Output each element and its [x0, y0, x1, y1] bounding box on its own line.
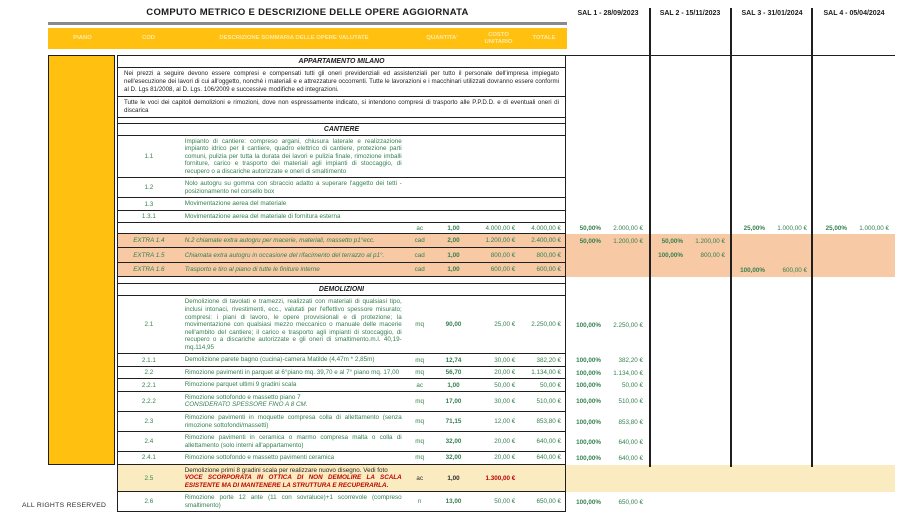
table-row	[117, 367, 895, 380]
unit-cost-cell[interactable]: 4.000,00 €	[485, 224, 516, 232]
quantity-cell[interactable]: 71,15	[445, 418, 462, 426]
quantity-cell[interactable]: 1,00	[447, 224, 460, 232]
table-row	[117, 97, 895, 118]
description-cell[interactable]: Movimentazione aerea del materiale	[184, 200, 287, 208]
sal1-cell[interactable]	[566, 419, 648, 426]
sal-percent: 100,00%	[576, 398, 601, 406]
unit-cost-cell[interactable]: 600,00 €	[490, 266, 516, 274]
row-content	[117, 452, 566, 465]
description-cell[interactable]: Rimozione parquet ultimi 9 gradini scala	[184, 381, 297, 389]
cod-cell[interactable]: 2.1.1	[141, 356, 156, 364]
unit-cell[interactable]: n	[417, 498, 422, 506]
note-text: Nei prezzi a seguire devono essere compresi e compensati tutti gli oneri previdenziali ed assistenziali per tutto il personale dell'impresa impiegato nell'esecuzione dei lavori di cui all'oggetto, nonché i materiali e e attrezzature occorrenti. Tutte le lavorazioni e i macchinari utilizzati dovranno essere conformi al D. Lgs 81/2008, al D. Lgs. 106/2009 e successive modifiche ed integrazioni.	[124, 70, 559, 93]
quantity-cell[interactable]: 12,74	[445, 356, 462, 364]
unit-cell[interactable]: mq	[415, 321, 425, 329]
unit-cost-cell[interactable]: 30,00 €	[494, 356, 516, 364]
sal2-sal3-divider	[730, 8, 732, 467]
description-cell[interactable]: N.2 chiamate extra autogru per macerie, materiali, massetto p1°ecc.	[184, 237, 375, 245]
row-content	[117, 234, 566, 248]
row-content	[117, 432, 566, 452]
row-content	[117, 354, 566, 367]
description-cell[interactable]: Rimozione pavimenti in ceramica o marmo compresa malta o colla di allettamento (solo interni all'appartamento)	[184, 434, 402, 449]
page-title: COMPUTO METRICO E DESCRIZIONE DELLE OPERE AGGIORNATA	[146, 7, 469, 18]
unit-cost-cell[interactable]: 1.200,00 €	[485, 237, 516, 245]
unit-cell[interactable]: cad	[414, 251, 425, 259]
cod-cell[interactable]: 1.1	[144, 152, 154, 160]
sal-amount: 650,00 €	[618, 498, 643, 506]
cod-cell[interactable]: 2.1	[144, 321, 154, 329]
sal1-cell[interactable]	[566, 370, 648, 377]
sal-amount: 2.250,00 €	[613, 321, 643, 329]
unit-cell[interactable]: cad	[414, 266, 425, 274]
table-row	[117, 198, 895, 211]
sal-amount: 640,00 €	[618, 438, 643, 446]
unit-cell[interactable]: mq	[415, 356, 425, 364]
row-content	[117, 367, 566, 380]
cod-cell[interactable]: 2.4.1	[141, 454, 156, 462]
row-content	[117, 178, 566, 198]
sal4-header: SAL 4 - 05/04/2024	[823, 10, 885, 17]
sal-amount: 600,00 €	[782, 266, 807, 274]
row-content	[117, 211, 566, 224]
col-header-cod: COD	[141, 35, 156, 42]
sal-amount: 800,00 €	[700, 252, 725, 260]
table-row	[117, 178, 895, 198]
quantity-cell[interactable]: 17,00	[445, 397, 462, 405]
works-table	[117, 55, 895, 512]
table-row	[117, 432, 895, 452]
row-content	[117, 392, 566, 412]
row-content	[117, 296, 566, 354]
cod-cell[interactable]: 2.2.2	[141, 397, 156, 405]
description-cell[interactable]: Movimentazione aerea del materiale di fornitura esterna	[184, 212, 341, 220]
section-title: DEMOLIZIONI	[318, 286, 365, 294]
table-row	[117, 392, 895, 412]
sal-percent: 100,00%	[576, 454, 601, 462]
table-row	[117, 284, 895, 296]
quantity-cell[interactable]: 1,00	[447, 474, 460, 482]
col-header-descrizione: DESCRIZIONE SOMMARIA DELLE OPERE VALUTATE	[219, 35, 369, 42]
sal-percent: 50,00%	[579, 225, 601, 233]
sal-percent: 25,00%	[825, 225, 847, 233]
col-header-piano: PIANO	[73, 35, 92, 42]
description-note: CONSIDERATO SPESSORE FINO A 8 CM.	[184, 401, 308, 409]
row-content	[117, 223, 566, 234]
description-cell[interactable]: Demolizione di tavolati e tramezzi, realizzati con materiali di qualsiasi tipo, inclusi intonaci, rivestimenti, ecc., valutati per l'effettivo spessore misurato; compresi: i piani di lavoro, le opere provvisionali e di protezione; la movimentazione con qualsiasi mezzo meccanico o manuale delle macerie nell'ambito del cantiere; il carico e trasporto agli impianti di stoccaggio, di recupero o a discariche autorizzate e gli oneri di smaltimento.m.l. 40,19-mq.114,95	[184, 298, 402, 351]
sal-amount: 1.134,00 €	[613, 369, 643, 377]
total-cell[interactable]: 50,00 €	[539, 381, 561, 389]
note-text: Tutte le voci dei capitoli demolizioni e rimozioni, dove non espressamente indicato, si intendono compresi di trasporto alle P.P.D.D. e di eventuali oneri di discarica	[124, 99, 559, 114]
cod-cell[interactable]: EXTRA 1.6	[133, 266, 165, 274]
table-row	[117, 56, 895, 68]
sal-amount: 1.200,00 €	[695, 237, 725, 245]
section-header-cell	[117, 124, 566, 136]
sal2-cell[interactable]	[648, 238, 730, 245]
table-row	[117, 277, 895, 284]
quantity-cell[interactable]: 1,00	[447, 251, 460, 259]
unit-cost-cell[interactable]: 50,00 €	[494, 498, 516, 506]
sal-amount: 2.000,00 €	[613, 225, 643, 233]
sal-amount: 1.000,00 €	[777, 225, 807, 233]
cod-cell[interactable]: 2.2	[144, 369, 154, 377]
table-row	[117, 234, 895, 248]
description-cell[interactable]: Nolo autogru su gomma con sbraccio adatto a superare l'aggetto dei tetti - posizionamento nel corsello box	[184, 180, 402, 195]
sal-percent: 25,00%	[743, 225, 765, 233]
sal1-cell[interactable]	[566, 439, 648, 446]
cod-cell[interactable]: EXTRA 1.4	[133, 237, 165, 245]
unit-cost-cell[interactable]: 1.300,00 €	[485, 474, 516, 482]
description-cell[interactable]: Rimozione sottofondo e massetto pavimenti ceramica	[184, 454, 335, 462]
sal1-cell[interactable]	[566, 455, 648, 462]
sal-amount: 853,80 €	[618, 418, 643, 426]
sal-amount: 510,00 €	[618, 398, 643, 406]
quantity-cell[interactable]: 32,00	[445, 454, 462, 462]
sal3-cell[interactable]	[730, 225, 812, 232]
cod-cell[interactable]: 2.2.1	[141, 381, 156, 389]
sal-amount: 50,00 €	[621, 382, 643, 390]
total-cell[interactable]: 4.000,00 €	[531, 224, 561, 232]
sal4-cell[interactable]	[812, 225, 894, 232]
table-row	[117, 223, 895, 234]
sal3-header: SAL 3 - 31/01/2024	[741, 10, 803, 17]
section-title: CANTIERE	[323, 125, 360, 133]
sal-percent: 100,00%	[576, 357, 601, 365]
row-content	[117, 68, 566, 97]
description-note: VOCE SCORPORATA IN OTTICA DI NON DEMOLIRE LA SCALA ESISTENTE MA DI MANTENERE LA STRUTTURA E RECUPERARLA.	[184, 474, 402, 489]
unit-cost-cell[interactable]: 20,00 €	[494, 438, 516, 446]
sal1-cell[interactable]	[566, 238, 648, 245]
description-cell[interactable]: Trasporto e tiro al piano di tutte le finiture interne	[184, 266, 320, 274]
col-header-costo-unitario: COSTO UNITARIO	[484, 31, 513, 45]
description-cell[interactable]: Rimozione pavimenti in parquet al 6°piano mq. 39,70 e al 7° piano mq. 17,00	[184, 368, 400, 376]
total-cell[interactable]: 800,00 €	[536, 251, 561, 259]
table-row	[117, 263, 895, 277]
unit-cell[interactable]: mq	[415, 454, 425, 462]
sal1-header: SAL 1 - 28/09/2023	[577, 10, 639, 17]
sal-amount: 1.200,00 €	[613, 237, 643, 245]
sal2-cell[interactable]	[648, 252, 730, 259]
total-cell[interactable]: 510,00 €	[536, 397, 561, 405]
table-row	[117, 248, 895, 263]
table-row	[117, 136, 895, 179]
total-cell[interactable]: 2.400,00 €	[531, 237, 561, 245]
description-cell[interactable]: Impianto di cantiere: compreso argani, chiusura laterale e realizzazione impianto idrico per il cantiere, quadro elettrico di cantiere, protezione parti comuni, pulizia per tutta la durata dei lavori e pulizia finale, rimozione imballi forniture, carico e trasporto dei materiali agli impianti di stoccaggio, di recupero o a discariche autorizzate e oneri di smaltimento	[184, 137, 402, 175]
row-content	[117, 412, 566, 432]
description-cell[interactable]: Rimozione sottofondo e massetto piano 7 CONSIDERATO SPESSORE FINO A 8 CM.	[180, 392, 407, 411]
sal-amount: 640,00 €	[618, 454, 643, 462]
row-content	[117, 465, 566, 493]
quantity-cell[interactable]: 32,00	[445, 438, 462, 446]
unit-cell[interactable]: mq	[415, 397, 425, 405]
unit-cell[interactable]: ac	[416, 474, 423, 482]
title-divider	[48, 22, 567, 25]
unit-cell[interactable]: ac	[416, 224, 423, 232]
total-cell[interactable]: 2.250,00 €	[531, 321, 561, 329]
quantity-cell[interactable]: 90,00	[445, 321, 462, 329]
table-row	[117, 379, 895, 392]
section-header-cell	[117, 284, 566, 296]
table-row	[117, 492, 895, 512]
sal-percent: 100,00%	[576, 438, 601, 446]
cod-cell[interactable]: 1.2	[144, 184, 154, 192]
sal-percent: 100,00%	[658, 252, 683, 260]
total-cell[interactable]: 1.134,00 €	[531, 369, 561, 377]
unit-cost-cell[interactable]: 12,00 €	[494, 418, 516, 426]
sal2-header: SAL 2 - 15/11/2023	[659, 10, 721, 17]
section-title: APPARTAMENTO MILANO	[298, 58, 385, 65]
cod-cell[interactable]: 1.3	[144, 200, 154, 208]
sal1-cell[interactable]	[566, 499, 648, 506]
row-content	[117, 248, 566, 263]
sal-values-area	[566, 492, 895, 512]
unit-cell[interactable]: mq	[415, 418, 425, 426]
sal-amount: 382,20 €	[618, 357, 643, 365]
table-row	[117, 124, 895, 136]
sal-percent: 100,00%	[576, 498, 601, 506]
cod-cell[interactable]: 2.4	[144, 438, 154, 446]
total-cell[interactable]: 382,20 €	[536, 356, 561, 364]
row-content	[117, 263, 566, 277]
row-content	[117, 379, 566, 392]
row-content	[117, 97, 566, 118]
sal-percent: 100,00%	[576, 321, 601, 329]
sal-percent: 100,00%	[576, 369, 601, 377]
total-cell[interactable]: 640,00 €	[536, 438, 561, 446]
table-row	[117, 465, 895, 493]
total-cell[interactable]: 600,00 €	[536, 266, 561, 274]
unit-cell[interactable]: mq	[415, 438, 425, 446]
sal3-cell[interactable]	[730, 267, 812, 274]
piano-column-block[interactable]	[48, 55, 115, 465]
unit-cost-cell[interactable]: 20,00 €	[494, 454, 516, 462]
cod-cell[interactable]: 2.3	[144, 418, 154, 426]
sal-percent: 100,00%	[576, 382, 601, 390]
quantity-cell[interactable]: 56,70	[445, 369, 462, 377]
unit-cost-cell[interactable]: 50,00 €	[494, 381, 516, 389]
cod-cell[interactable]: EXTRA 1.5	[133, 251, 165, 259]
table-column-header	[48, 28, 567, 49]
sal-percent: 50,00%	[661, 237, 683, 245]
row-content	[117, 136, 566, 179]
description-cell[interactable]: Chiamata extra autogru in occasione del rifacimento del terrazzo al p1°.	[184, 251, 385, 259]
total-cell[interactable]: 640,00 €	[536, 454, 561, 462]
sal3-sal4-divider	[811, 8, 813, 467]
table-row	[117, 452, 895, 465]
cod-cell[interactable]: 2.6	[144, 498, 154, 506]
table-row	[117, 68, 895, 97]
table-row	[117, 412, 895, 432]
unit-cost-cell[interactable]: 800,00 €	[490, 251, 516, 259]
quantity-cell[interactable]: 1,00	[447, 381, 460, 389]
table-row	[117, 211, 895, 224]
unit-cell[interactable]: ac	[416, 381, 423, 389]
cod-cell[interactable]: 1.3.1	[141, 213, 156, 221]
description-cell[interactable]: Demolizione primi 8 gradini scala per realizzare nuovo disegno. Vedi foto VOCE SCORPORATA IN OTTICA DI NON DEMOLIRE LA SCALA ESISTENTE MA DI MANTENERE LA STRUTTURA E RECUPERARLA.	[184, 466, 402, 489]
sal1-cell[interactable]	[566, 322, 648, 329]
sal-values-area	[566, 465, 895, 493]
quantity-cell[interactable]: 13,00	[445, 498, 462, 506]
sal-amount: 1.000,00 €	[859, 225, 889, 233]
sal1-cell[interactable]	[566, 357, 648, 364]
sal-percent: 50,00%	[579, 237, 601, 245]
description-cell[interactable]: Rimozione pavimenti in moquette compresa colla di allettamento (senza rimozione sottofondi/massetti)	[184, 413, 402, 429]
total-cell[interactable]: 650,00 €	[536, 498, 561, 506]
unit-cost-cell[interactable]: 20,00 €	[494, 369, 516, 377]
sal-percent: 100,00%	[576, 418, 601, 426]
sal1-cell[interactable]	[566, 382, 648, 389]
cod-cell[interactable]: 2.5	[144, 474, 154, 482]
copyright-text: ALL RIGHTS RESERVED	[22, 502, 107, 509]
section-header-cell	[117, 56, 566, 68]
table-row	[117, 354, 895, 367]
description-cell[interactable]	[180, 226, 407, 230]
quantity-cell[interactable]: 2,00	[447, 237, 460, 245]
sal1-cell[interactable]	[566, 225, 648, 232]
row-content	[117, 492, 566, 512]
description-cell[interactable]: Rimozione porte 12 ante (11 con sovraluce)+1 scorrevole (compreso smaltimento)	[184, 494, 402, 509]
description-cell[interactable]: Demolizione parete bagno (cucina)-camera Matilde (4,47m * 2,85m)	[184, 356, 375, 364]
col-header-quantita: QUANTITA'	[426, 35, 458, 42]
unit-cost-cell[interactable]: 25,00 €	[494, 321, 516, 329]
unit-cell[interactable]: cad	[414, 237, 425, 245]
unit-cost-cell[interactable]: 30,00 €	[494, 397, 516, 405]
table-row	[117, 296, 895, 354]
row-content	[117, 198, 566, 211]
unit-cell[interactable]: mq	[415, 369, 425, 377]
col-header-totale: TOTALE	[532, 35, 556, 42]
row-content	[117, 277, 566, 284]
sal1-cell[interactable]	[566, 398, 648, 405]
sal-percent: 100,00%	[740, 266, 765, 274]
quantity-cell[interactable]: 1,00	[447, 266, 460, 274]
sal1-sal2-divider	[649, 8, 651, 467]
total-cell[interactable]: 853,80 €	[536, 418, 561, 426]
